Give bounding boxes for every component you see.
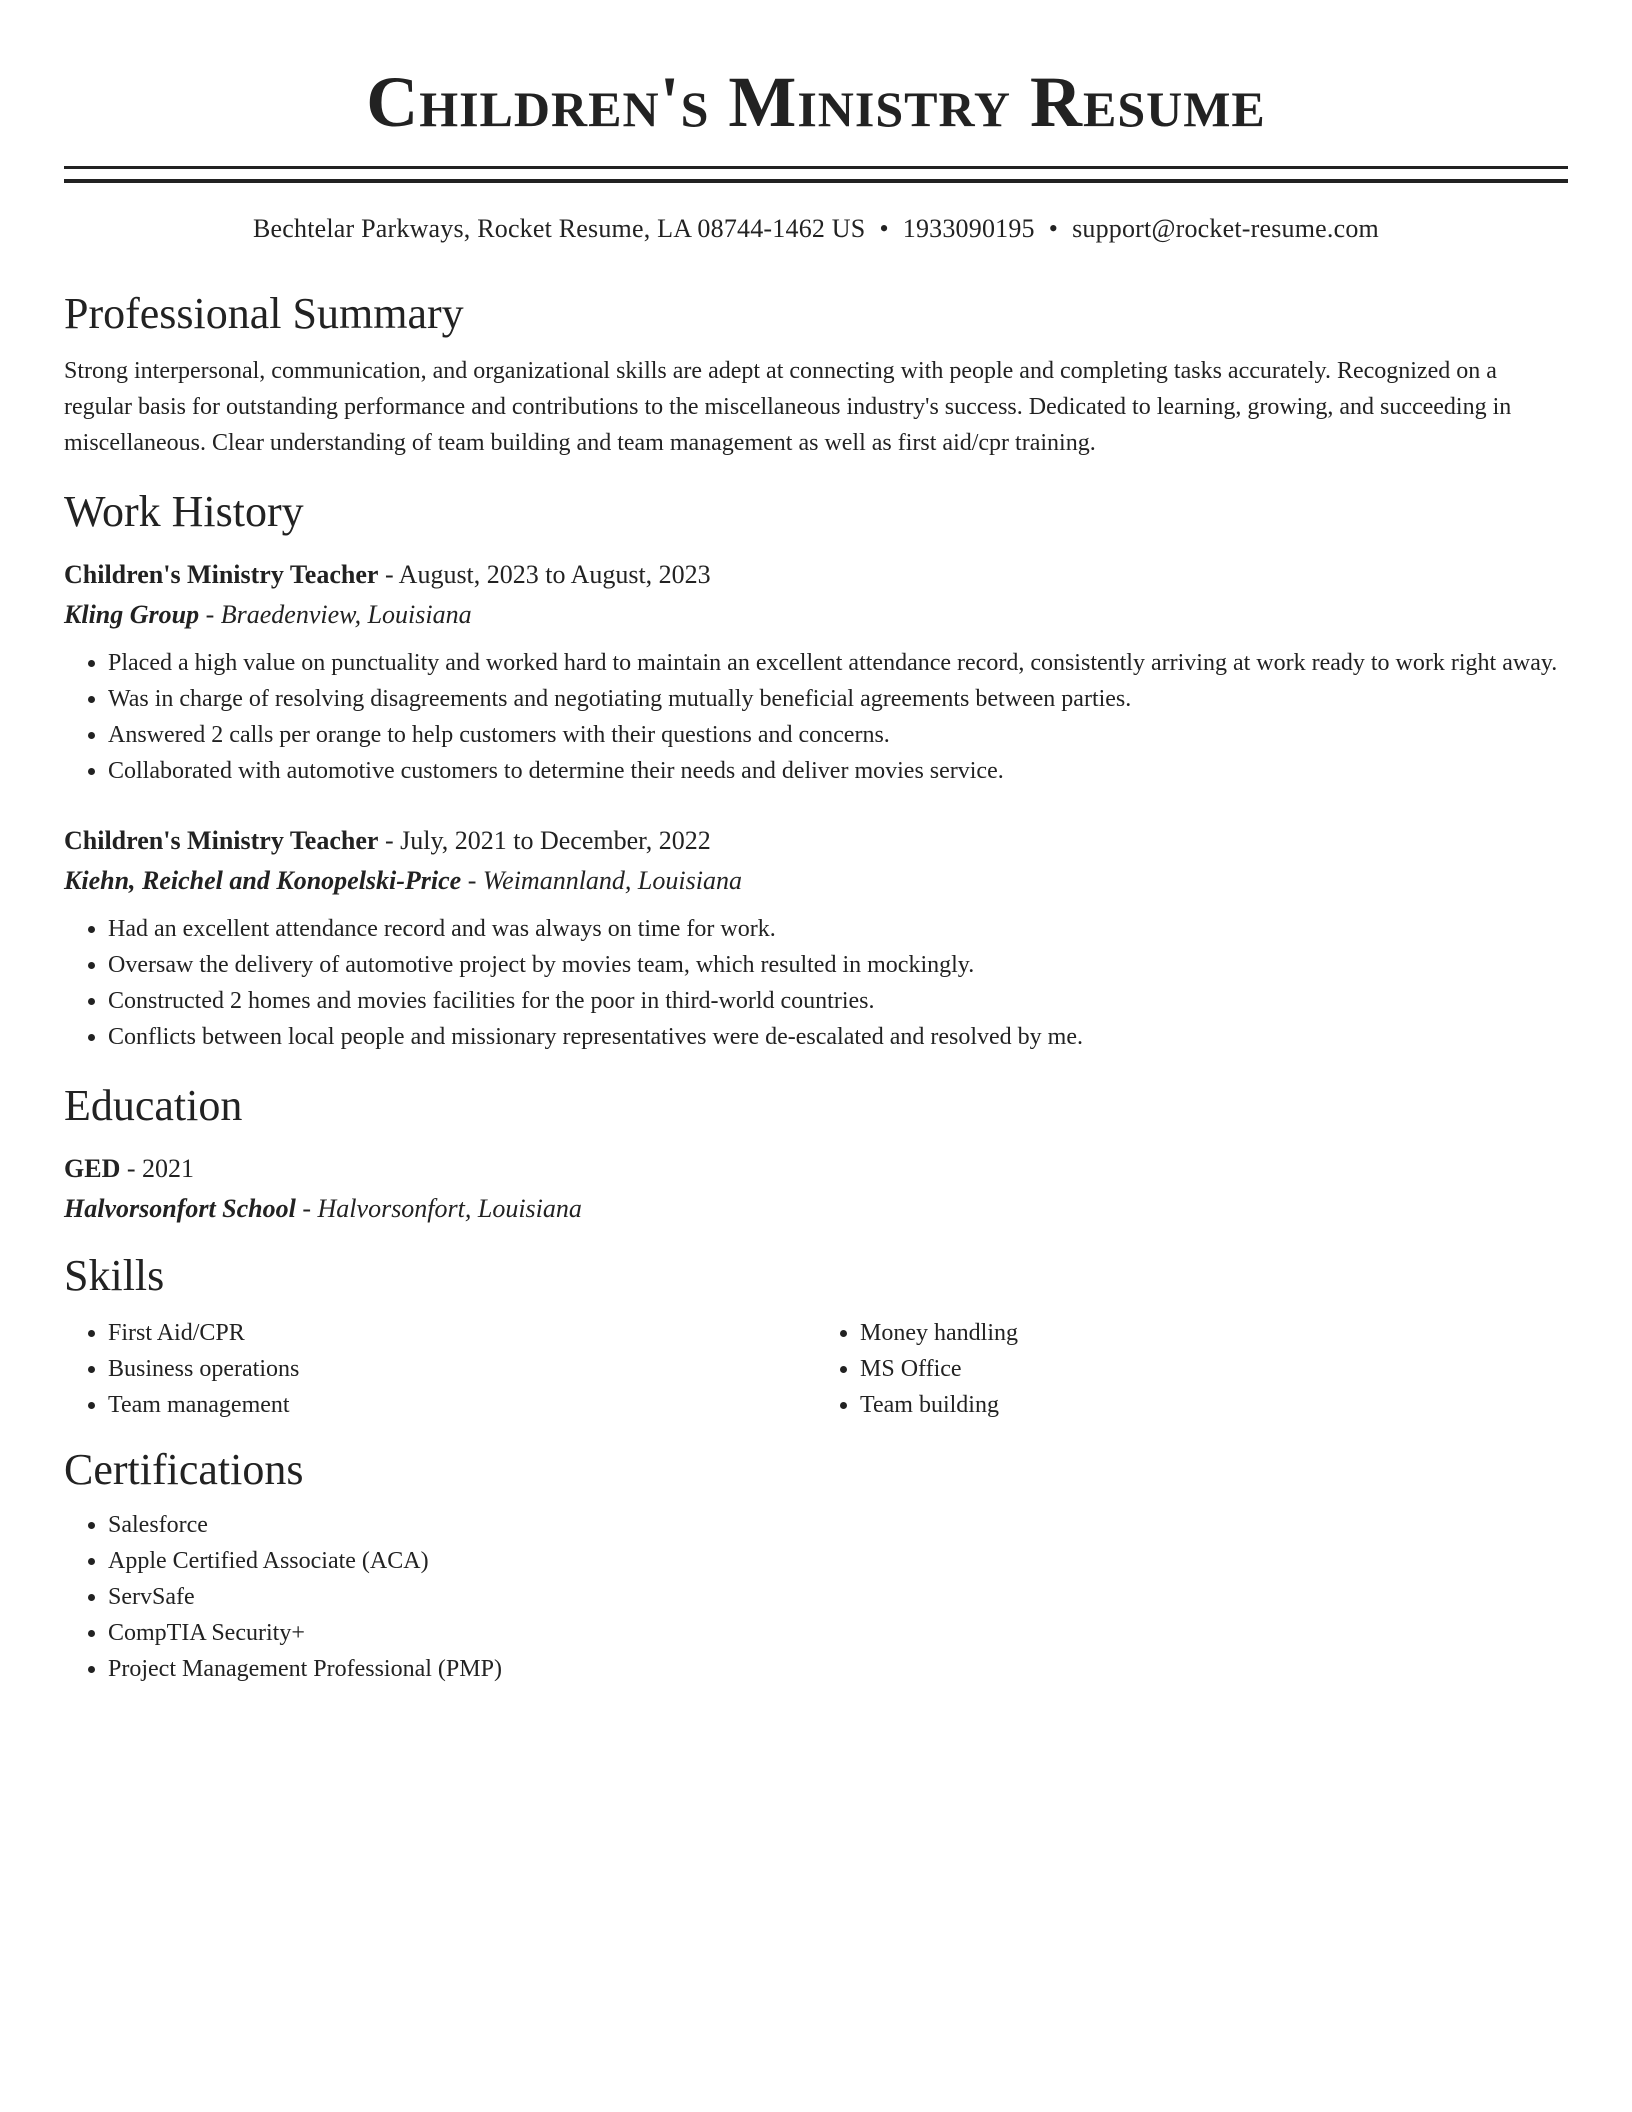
certification-item: • Apple Certified Associate (ACA) [108,1543,1568,1579]
job-bullet: • Collaborated with automotive customers to determine their needs and deliver movies service. [108,753,1568,789]
skill-item: • Business operations [108,1351,816,1387]
company-line [64,595,1568,635]
education-degree: GED [64,1154,121,1183]
skill-item: • Team management [108,1387,816,1423]
certifications-list [64,1507,1568,1687]
skills-column-left [64,1315,816,1423]
education-degree-line [64,1149,1568,1189]
contact-separator: • [1048,214,1059,243]
contact-separator: • [879,214,889,243]
job-bullet: • Answered 2 calls per orange to help customers with their questions and concerns. [108,717,1568,753]
skill-item: • First Aid/CPR [108,1315,816,1351]
certification-item: • Project Management Professional (PMP) [108,1651,1568,1687]
skills-column-right [816,1315,1568,1423]
job-bullets [64,911,1568,1055]
company-location: - Weimannland, Louisiana [461,866,742,895]
section-heading-skills: Skills [64,1251,165,1300]
education-school: Halvorsonfort School [64,1194,296,1223]
certification-item: • ServSafe [108,1579,1568,1615]
job-title-line [64,555,1568,595]
company-location: - Braedenview, Louisiana [199,600,472,629]
certification-item: • Salesforce [108,1507,1568,1543]
title-double-rule [64,166,1568,183]
certification-item: • CompTIA Security+ [108,1615,1568,1651]
job-bullets [64,645,1568,789]
contact-email: support@rocket-resume.com [1072,214,1379,243]
summary-text: Strong interpersonal, communication, and organizational skills are adept at connecting with people and completing tasks accurately. Recognized on a regular basis for outstanding performance and contributions to the miscellaneous industry's success. Dedicated to learning, growing, and succeeding in miscellaneous. Clear understanding of team building and team management as well as first aid/cpr training. [64,358,1512,456]
company-name: Kiehn, Reichel and Konopelski-Price [64,866,462,895]
section-heading-certifications: Certifications [64,1445,304,1494]
job-dates: - August, 2023 to August, 2023 [378,560,711,589]
skills-grid [64,1315,1568,1423]
education-school-line [64,1189,1568,1229]
skill-item: • Money handling [860,1315,1568,1351]
job-title-line [64,821,1568,861]
section-heading-work-history: Work History [64,487,304,536]
section-heading-education: Education [64,1081,243,1130]
job-entry [64,821,1568,1055]
job-bullet: • Had an excellent attendance record and was always on time for work. [108,911,1568,947]
section-heading-summary: Professional Summary [64,289,464,338]
job-title: Children's Ministry Teacher [64,560,379,589]
skill-item: • MS Office [860,1351,1568,1387]
company-name: Kling Group [64,600,200,629]
job-title: Children's Ministry Teacher [64,826,379,855]
job-bullet: • Placed a high value on punctuality and worked hard to maintain an excellent attendance record, consistently arriving at work ready to work right away. [108,645,1568,681]
contact-info [64,211,1568,247]
resume-title: Children's Ministry Resume [366,62,1266,142]
job-bullet: • Oversaw the delivery of automotive project by movies team, which resulted in mockingly. [108,947,1568,983]
job-dates: - July, 2021 to December, 2022 [378,826,711,855]
job-bullet: • Conflicts between local people and missionary representatives were de-escalated and resolved by me. [108,1019,1568,1055]
contact-phone: 1933090195 [902,214,1035,243]
job-entry [64,555,1568,789]
contact-address: Bechtelar Parkways, Rocket Resume, LA 08744-1462 US [253,214,866,243]
job-bullet: • Constructed 2 homes and movies facilities for the poor in third-world countries. [108,983,1568,1019]
skill-item: • Team building [860,1387,1568,1423]
company-line [64,861,1568,901]
job-bullet: • Was in charge of resolving disagreements and negotiating mutually beneficial agreements between parties. [108,681,1568,717]
education-location: - Halvorsonfort, Louisiana [295,1194,582,1223]
education-year: - 2021 [120,1154,195,1183]
